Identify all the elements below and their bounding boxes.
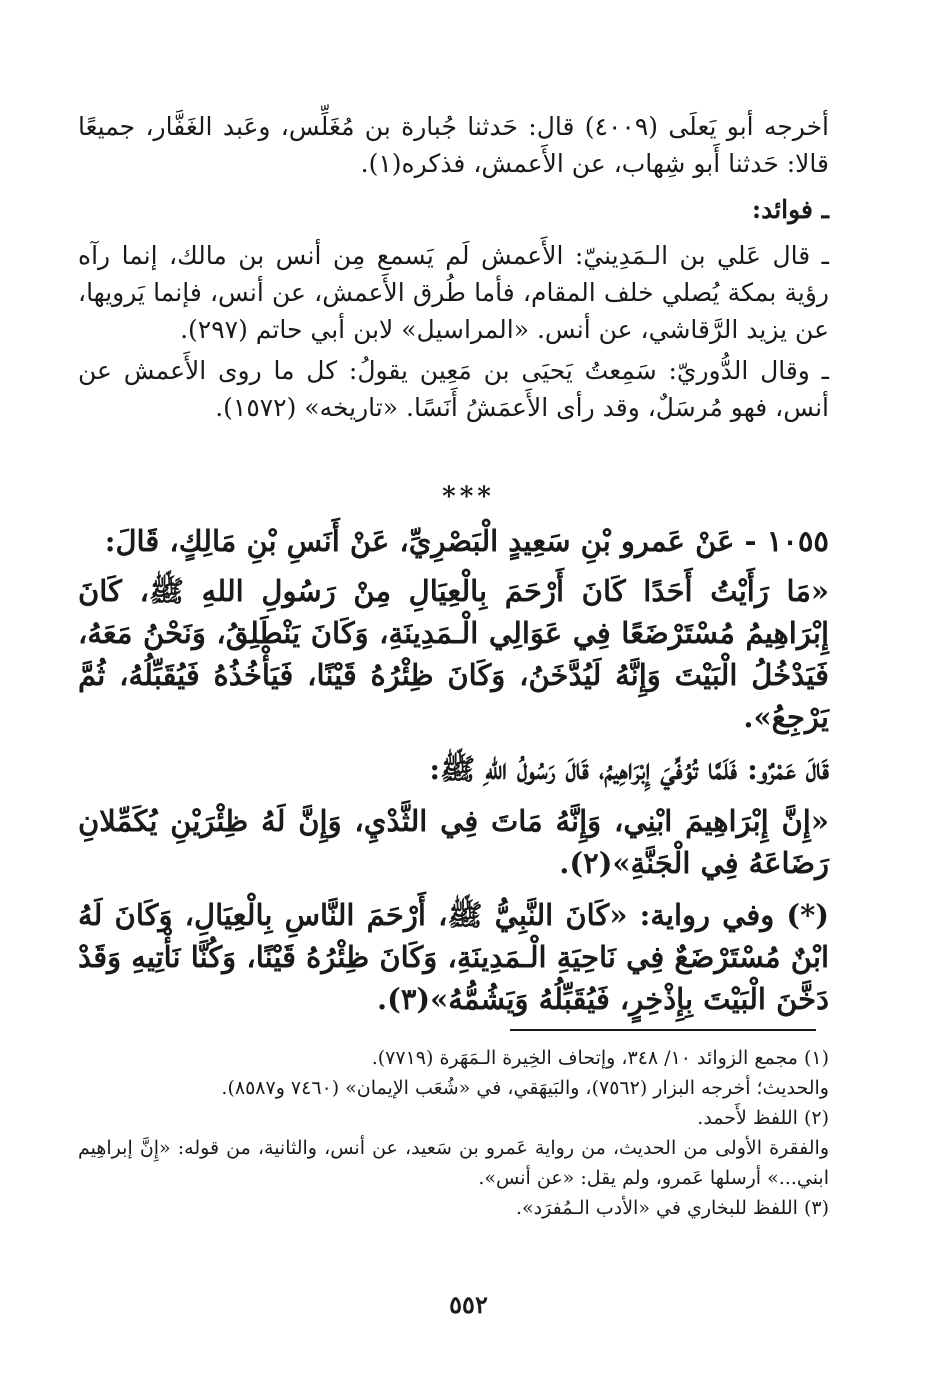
hadith-title: ١٠٥٥ - عَنْ عَمرو بْنِ سَعِيدٍ الْبَصْرِيِّ، عَنْ أَنَسِ بْنِ مَالِكٍ، قَالَ:	[104, 524, 829, 558]
fawaid-heading: ـ فوائد:	[751, 195, 829, 224]
footnote-1-continued: والحديث؛ أخرجه البزار (٧٥٦٢)، والبَيهَقي، في «شُعَب الإيمان» (٧٤٦٠ و٨٥٨٧).	[221, 1077, 829, 1099]
hadith-text: «مَا رَأَيْتُ أَحَدًا كَانَ أَرْحَمَ بِالْعِيَالِ مِنْ رَسُولِ اللهِ ﷺ، كَانَ إِبْرَاهِيمُ مُسْتَرْضَعًا فِي عَوَالِي الْـمَدِينَةِ، وَكَانَ يَنْطَلِقُ، وَنَحْنُ مَعَهُ، فَيَدْخُلُ الْبَيْتَ وَإِنَّهُ لَيُدَّخَنُ، وَكَانَ ظِئْرُهُ قَيْنًا، فَيَأْخُذُهُ فَيُقَبِّلُهُ، ثُمَّ يَرْجِعُ».	[78, 574, 829, 734]
hadith-alternate-narration: (*) وفي رواية: «كَانَ النَّبِيُّ ﷺ، أَرْحَمَ النَّاسِ بِالْعِيَالِ، وَكَانَ لَهُ ابْنٌ مُسْتَرْضَعٌ فِي نَاحِيَةِ الْـمَدِينَةِ، وَكَانَ ظِئْرُهُ قَيْنًا، وَكُنَّا نَأْتِيهِ وَقَدْ دَخَّنَ الْبَيْتَ بِإِذْخِرٍ، فَيُقَبِّلُهُ وَيَشُمُّهُ»(٣).	[78, 898, 829, 1016]
page-number: ٥٥٢	[449, 1290, 488, 1319]
footnote-2: (٢) اللفظ لأَحمد.	[697, 1107, 829, 1129]
hadith-block	[78, 520, 829, 1020]
hadith-prophet-saying: «إِنَّ إِبْرَاهِيمَ ابْنِي، وَإِنَّهُ مَاتَ فِي الثَّدْيِ، وَإِنَّ لَهُ ظِئْرَيْنِ يُكَمِّلانِ رَضَاعَهُ فِي الْجَنَّةِ»(٢).	[78, 804, 829, 880]
hadith-amr-statement: قَالَ عَمْرٌو: فَلَمَّا تُوُفِّيَ إِبْرَاهِيمُ، قَالَ رَسُولُ اللهِ ﷺ:	[429, 752, 829, 786]
footnote-divider	[510, 1029, 816, 1031]
takhrij-paragraph: أخرجه أبو يَعلَى (٤٠٠٩) قال: حَدثنا جُبارة بن مُغَلِّس، وعَبد الغَفَّار، جميعًا قالا: حَدثنا أَبو شِهاب، عن الأَعمش، فذكره(١).	[78, 112, 830, 178]
fawaid-paragraph-1: ـ قال عَلي بن الـمَدِينيّ: الأَعمش لَم يَسمع مِن أنس بن مالك، إنما رآه رؤية بمكة يُصلي خلف المقام، فأما طُرق الأَعمش، عن أنس، فإنما يَرويها، عن يزيد الرَّقاشي، عن أنس. «المراسيل» لابن أبي حاتم (٢٩٧).	[78, 241, 829, 344]
footnote-1: (١) مجمع الزوائد ١٠/ ٣٤٨، وإتحاف الخِيرة الـمَهَرة (٧٧١٩).	[371, 1047, 829, 1069]
footnote-3: (٣) اللفظ للبخاري في «الأدب الـمُفرَد».	[515, 1197, 829, 1219]
section-separator: ***	[442, 482, 495, 512]
main-text	[78, 108, 829, 426]
fawaid-paragraph-2: ـ وقال الدُّوريّ: سَمِعتُ يَحيَى بن مَعِين يقولُ: كل ما روى الأَعمش عن أنس، فهو مُرسَلٌ، وقد رأى الأَعمَشُ أَنَسًا. «تاريخه» (١٥٧٢).	[78, 356, 829, 422]
footnotes	[78, 1043, 829, 1223]
footnote-2-continued: والفقرة الأولى من الحديث، من رواية عَمرو بن سَعيد، عن أنس، والثانية، من قوله: «إِنَّ إبراهِيم ابني...» أرسلها عَمرو، ولم يقل: «عن أنس».	[78, 1137, 829, 1189]
